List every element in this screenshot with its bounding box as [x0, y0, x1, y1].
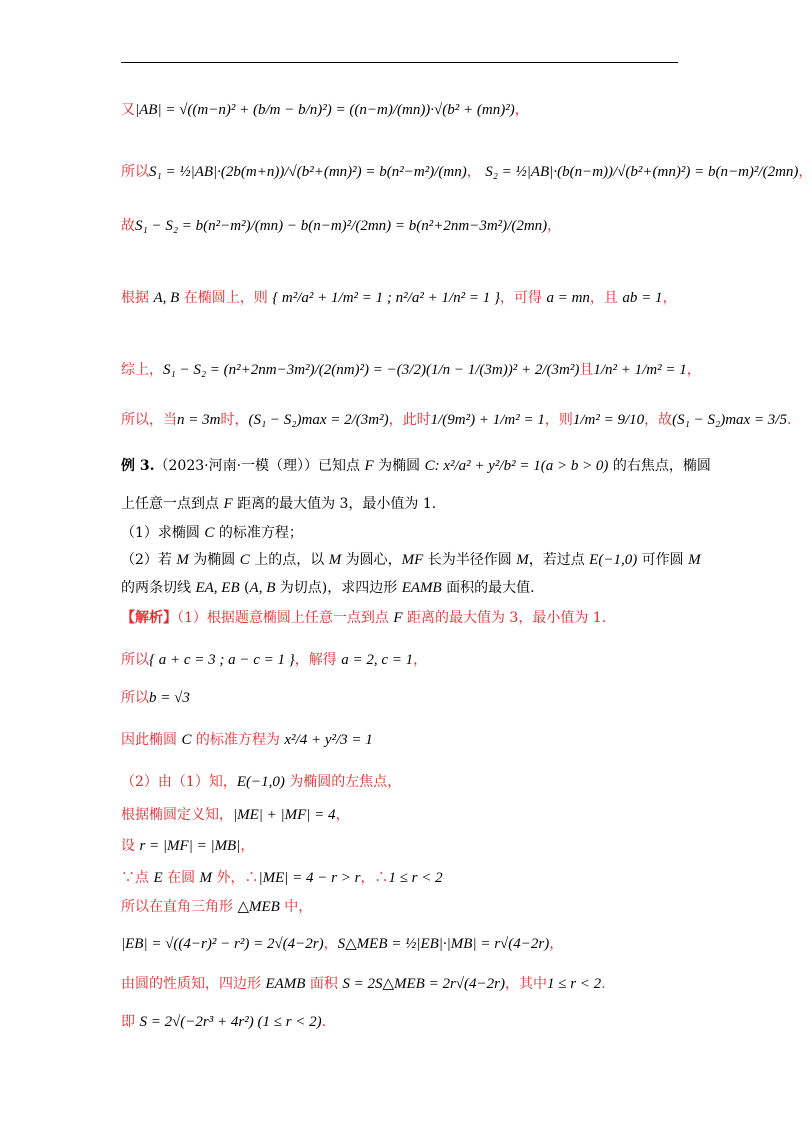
text-l3-0: 故 — [121, 218, 135, 234]
text-line-l10 — [121, 550, 701, 570]
text-line-l9 — [121, 523, 303, 543]
formula-l6-1: n = 3m — [177, 412, 221, 428]
text-l11-2: ( — [239, 580, 250, 596]
text-l6-10: . — [786, 412, 792, 428]
text-l9-2: 的标准方程； — [214, 525, 303, 541]
text-line-l18 — [121, 836, 254, 856]
text-l12-1: （1）根据题意椭圆上任意一点到点 — [177, 610, 394, 626]
text-l6-6: ，则 — [544, 412, 573, 428]
text-l18-0: 设 — [121, 838, 140, 854]
formula-l21-2: S△MEB = ½|EB|·|MB| = r√(4−2r) — [337, 936, 550, 952]
text-l17-0: 根据椭圆定义知， — [121, 807, 233, 823]
formula-l10-5: M — [328, 552, 342, 568]
text-l8-2: 距离的最大值为 3，最小值为 1. — [232, 496, 437, 512]
formula-l15-3: x²/4 + y²/3 = 1 — [284, 732, 373, 748]
text-l6-2: 时， — [220, 412, 249, 428]
text-l12-3: 距离的最大值为 3，最小值为 1. — [402, 610, 607, 626]
text-line-l4 — [121, 288, 677, 308]
formula-l4-5: a = mn — [546, 290, 590, 306]
formula-l22-3: S = 2S△MEB = 2r√(4−2r) — [342, 976, 505, 992]
text-l16-2: 为椭圆的左焦点， — [284, 774, 402, 790]
formula-l22-1: EAMB — [265, 976, 306, 992]
text-l13-0: 所以 — [121, 652, 149, 668]
text-line-l21 — [121, 934, 563, 954]
text-l13-2: ，解得 — [294, 652, 342, 668]
text-l5-2: 且 — [579, 362, 594, 378]
formula-l15-1: C — [181, 732, 192, 748]
text-l11-6: 面积的最大值. — [441, 580, 535, 596]
formula-l13-1: { a + c = 3 ; a − c = 1 } — [149, 652, 295, 668]
text-l5-4: ， — [686, 362, 701, 378]
text-l10-12: 可作圆 — [637, 552, 689, 568]
formula-l3-1: S₁ − S₂ = b(n²−m²)/(mn) − b(n−m)²/(2mn) = b(n²+2nm−3m²)/(2mn) — [135, 218, 548, 234]
text-l23-0: 即 — [121, 1014, 140, 1030]
formula-l19-7: 1 ≤ r < 2 — [388, 870, 443, 886]
formula-l5-1: S₁ − S₂ = (n²+2nm−3m²)/(2(nm)²) = −(3/2)(1/n − 1/(3m))² + 2/(3m²) — [163, 362, 580, 378]
text-l19-6: ，∴ — [360, 870, 389, 886]
formula-l13-3: a = 2, c = 1 — [341, 652, 414, 668]
text-line-l5 — [121, 360, 701, 380]
text-l1-0: 又 — [121, 102, 135, 118]
text-l10-4: 上的点，以 — [249, 552, 329, 568]
text-l19-4: 外，∴ — [212, 870, 259, 886]
text-l21-3: ， — [549, 936, 564, 952]
formula-l1-1: |AB| = √((m−n)² + (b/m − b/n)²) = ((n−m)/(mn))·√(b² + (mn)²) — [135, 102, 515, 118]
text-l15-0: 因此椭圆 — [121, 732, 182, 748]
text-l19-0: ∵点 — [121, 870, 154, 886]
text-line-l13 — [121, 650, 427, 670]
text-l22-2: 面积 — [305, 976, 343, 992]
text-l18-2: ， — [240, 838, 255, 854]
text-line-l17 — [121, 805, 350, 825]
text-l4-6: ，且 — [589, 290, 623, 306]
text-l2-2: ， — [466, 164, 486, 180]
text-l10-8: 长为半径作圆 — [423, 552, 517, 568]
text-l7-1: （2023·河南·一模（理））已知点 — [154, 458, 365, 474]
text-l10-10: ，若过点 — [528, 552, 590, 568]
text-l1-2: ， — [514, 102, 529, 118]
text-line-l8 — [121, 494, 436, 514]
text-l17-2: ， — [335, 807, 350, 823]
text-l4-4: ，可得 — [500, 290, 547, 306]
formula-l23-1: S = 2√(−2r³ + 4r²) (1 ≤ r < 2) — [139, 1014, 322, 1030]
text-l13-4: ， — [413, 652, 428, 668]
formula-l12-2: F — [393, 610, 403, 626]
formula-l11-3: A, B — [249, 580, 276, 596]
formula-l20-1: △MEB — [237, 899, 280, 915]
formula-l14-1: b = √3 — [149, 690, 190, 706]
text-l22-4: ，其中 — [504, 976, 547, 992]
text-line-l15 — [121, 730, 373, 750]
text-line-l22 — [121, 974, 606, 994]
text-l16-0: （2）由（1）知， — [121, 774, 237, 790]
text-l23-2: . — [321, 1014, 327, 1030]
text-l2-4: ， — [798, 164, 812, 180]
formula-l2-3: S₂ = ½|AB|·(b(n−m))/√(b²+(mn)²) = b(n−m)²/(2mn) — [485, 164, 799, 180]
text-l20-0: 所以在直角三角形 — [121, 899, 238, 915]
text-line-l14 — [121, 688, 190, 708]
text-line-l11 — [121, 578, 535, 598]
formula-l10-1: M — [176, 552, 189, 568]
text-l8-0: 上任意一点到点 — [121, 496, 224, 512]
text-l4-2: 在椭圆上，则 — [179, 290, 273, 306]
text-l20-2: 中， — [279, 899, 313, 915]
text-l22-0: 由圆的性质知，四边形 — [121, 976, 266, 992]
formula-l10-3: C — [239, 552, 250, 568]
formula-l6-7: 1/m² = 9/10 — [572, 412, 645, 428]
formula-l7-2: F — [364, 458, 374, 474]
text-l3-2: ， — [547, 218, 562, 234]
text-l19-2: 在圆 — [162, 870, 200, 886]
text-line-l16 — [121, 772, 401, 792]
text-l7-0: 例 3. — [121, 458, 155, 474]
formula-l16-1: E(−1,0) — [236, 774, 285, 790]
text-l14-0: 所以 — [121, 690, 149, 706]
formula-l11-1: EA, EB — [195, 580, 240, 596]
text-l21-1: ， — [323, 936, 338, 952]
text-l7-5: 的右焦点，椭圆 — [608, 458, 711, 474]
text-line-l3 — [121, 216, 561, 236]
text-line-l20 — [121, 897, 312, 917]
text-l10-2: 为椭圆 — [188, 552, 240, 568]
text-l6-8: ，故 — [644, 412, 673, 428]
text-line-l1 — [121, 100, 529, 120]
text-line-l6 — [121, 410, 791, 430]
text-l11-0: 的两条切线 — [121, 580, 196, 596]
text-l4-8: ， — [662, 290, 677, 306]
formula-l11-5: EAMB — [401, 580, 442, 596]
text-l12-0: 【解析】 — [121, 610, 177, 626]
text-l6-0: 所以，当 — [121, 412, 177, 428]
header-rule — [121, 62, 678, 63]
formula-l7-4: C: x²/a² + y²/b² = 1(a > b > 0) — [424, 458, 609, 474]
text-l6-4: ，此时 — [388, 412, 431, 428]
formula-l18-1: r = |MF| = |MB| — [139, 838, 241, 854]
text-line-l2 — [121, 162, 812, 182]
text-l10-0: （2）若 — [121, 552, 177, 568]
text-l22-6: . — [601, 976, 606, 992]
formula-l6-9: (S₁ − S₂)max = 3/5 — [672, 412, 787, 428]
formula-l10-7: MF — [401, 552, 424, 568]
formula-l6-5: 1/(9m²) + 1/m² = 1 — [430, 412, 545, 428]
formula-l4-3: { m²/a² + 1/m² = 1 ; n²/a² + 1/n² = 1 } — [272, 290, 500, 306]
text-l7-3: 为椭圆 — [373, 458, 425, 474]
formula-l19-1: E — [153, 870, 163, 886]
formula-l4-1: A, B — [153, 290, 180, 306]
text-line-l23 — [121, 1012, 326, 1032]
formula-l6-3: (S₁ − S₂)max = 2/(3m²) — [248, 412, 389, 428]
text-line-l19 — [121, 868, 443, 888]
formula-l17-1: |ME| + |MF| = 4 — [233, 807, 336, 823]
text-l5-0: 综上， — [121, 362, 163, 378]
text-l15-2: 的标准方程为 — [191, 732, 285, 748]
formula-l22-5: 1 ≤ r < 2 — [546, 976, 602, 992]
formula-l4-7: ab = 1 — [622, 290, 663, 306]
formula-l21-0: |EB| = √((4−r)² − r²) = 2√(4−2r) — [121, 936, 324, 952]
formula-l9-1: C — [204, 525, 215, 541]
text-l9-0: （1）求椭圆 — [121, 525, 205, 541]
formula-l19-5: |ME| = 4 − r > r — [258, 870, 361, 886]
text-line-l7 — [121, 456, 711, 476]
text-l4-0: 根据 — [121, 290, 154, 306]
formula-l10-9: M — [516, 552, 529, 568]
formula-l2-1: S₁ = ½|AB|·(2b(m+n))/√(b²+(mn)²) = b(n²−m²)/(mn) — [149, 164, 467, 180]
formula-l10-11: E(−1,0) — [589, 552, 638, 568]
formula-l8-1: F — [223, 496, 233, 512]
formula-l19-3: M — [199, 870, 213, 886]
text-line-l12 — [121, 608, 606, 628]
formula-l10-13: M — [688, 552, 701, 568]
text-l2-0: 所以 — [121, 164, 149, 180]
formula-l5-3: 1/n² + 1/m² = 1 — [593, 362, 687, 378]
text-l10-6: 为圆心， — [341, 552, 402, 568]
text-l11-4: 为切点)，求四边形 — [275, 580, 402, 596]
